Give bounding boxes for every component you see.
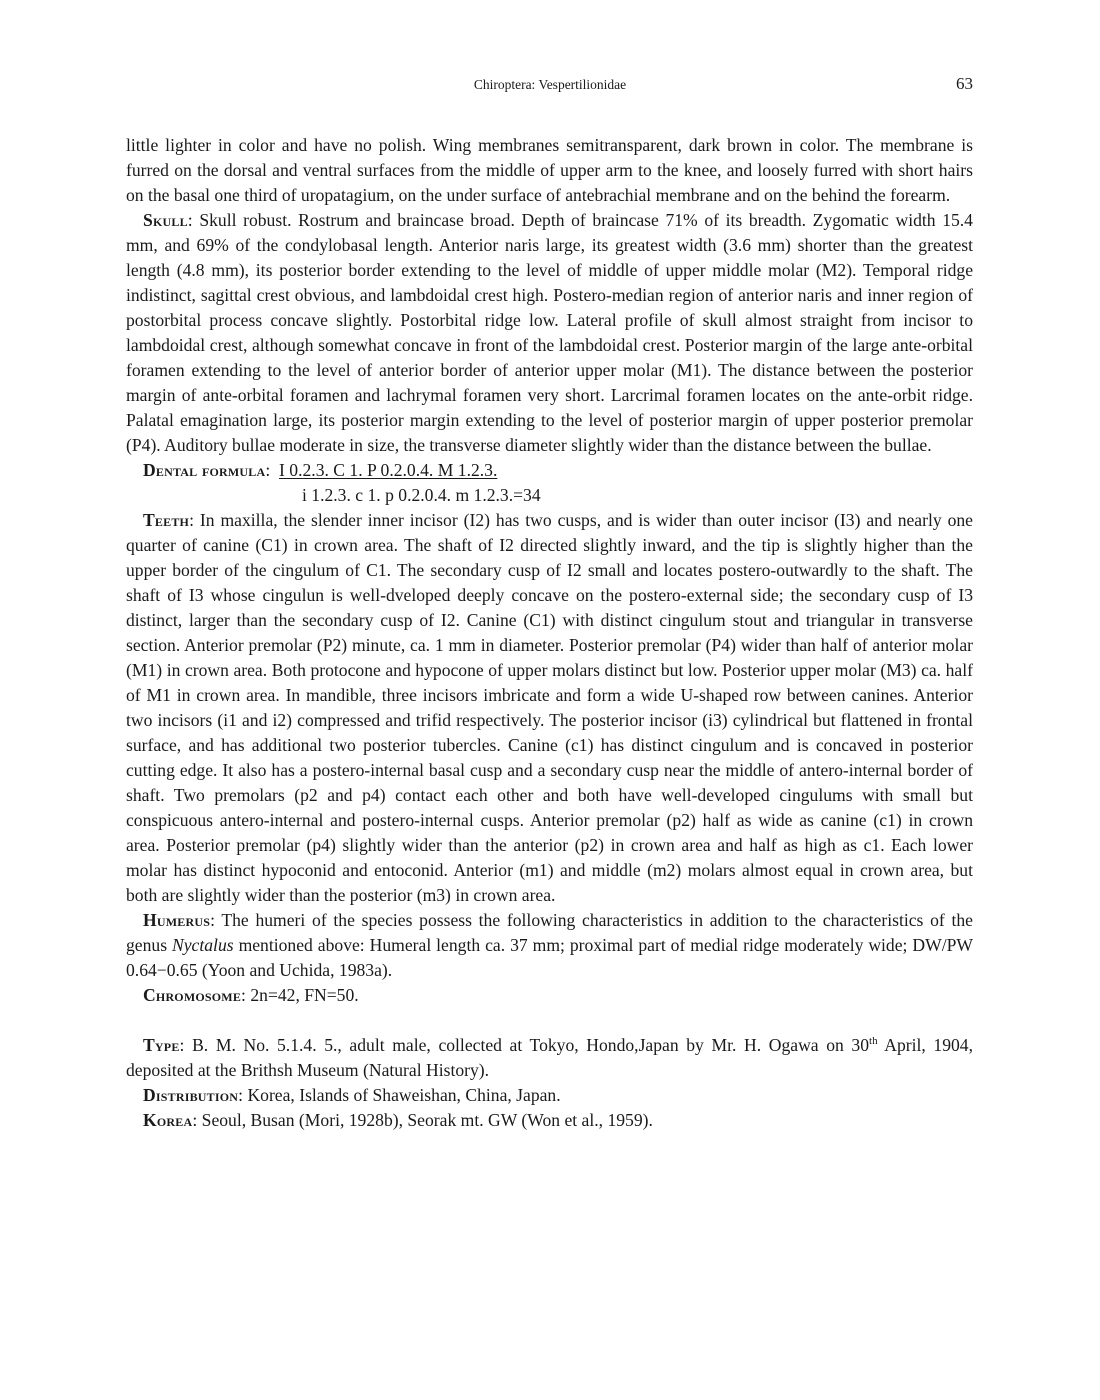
page-number: 63 (956, 74, 973, 93)
humerus-heading: Humerus (143, 910, 211, 930)
document-body (126, 133, 973, 1133)
dental-formula-heading: Dental formula (143, 460, 266, 480)
korea-heading: Korea (143, 1110, 193, 1130)
chromosome-text: 2n=42, FN=50. (250, 985, 359, 1005)
skull-heading: Skull (143, 210, 188, 230)
intro-paragraph: little lighter in color and have no polish. Wing membranes semitransparent, dark brown in color. The membrane is furred on the dorsal and ventral surfaces from the middle of upper arm to the knee, and loosely furred with short hairs on the basal one third of uropatagium, on the under surface of antebrachial membrane and on the behind the forearm. (126, 135, 973, 205)
type-text-before: B. M. No. 5.1.4. 5., adult male, collected at Tokyo, Hondo,Japan by Mr. H. Ogawa on 30 (192, 1035, 870, 1055)
korea-section: Korea: Seoul, Busan (Mori, 1928b), Seorak mt. GW (Won et al., 1959). (143, 1110, 653, 1130)
chromosome-section: Chromosome: 2n=42, FN=50. (143, 985, 359, 1005)
dental-formula-upper: I 0.2.3. C 1. P 0.2.0.4. M 1.2.3. (279, 460, 498, 480)
teeth-text: In maxilla, the slender inner incisor (I2) has two cusps, and is wider than outer incisor (I3) and nearly one quarter of canine (C1) in crown area. The shaft of I2 directed slightly inward, and the tip is slightly higher than the upper border of the cingulum of C1. The secondary cusp of I2 small and locates postero-outwardly to the shaft. The shaft of I3 whose cingulun is well-dveloped deeply concave on the postero-external side; the secondary cusp of I3 distinct, larger than the secondary cusp of I2. Canine (C1) with distinct cingulum stout and triangular in transverse section. Anterior premolar (P2) minute, ca. 1 mm in diameter. Posterior premolar (P4) wider than half of anterior molar (M1) in crown area. Both protocone and hypocone of upper molars distinct but low. Posterior upper molar (M3) ca. half of M1 in crown area. In mandible, three incisors imbricate and form a wide U-shaped row between canines. Anterior two incisors (i1 and i2) compressed and trifid respectively. The posterior incisor (i3) cylindrical but flattened in frontal surface, and has additional two posterior tubercles. Canine (c1) has distinct cingulum and is concaved in posterior cutting edge. It also has a postero-internal basal cusp and a secondary cusp near the middle of antero-internal border of shaft. Two premolars (p2 and p4) contact each other and both have well-developed cingulums with small but conspicuous antero-internal and postero-internal cusps. Anterior premolar (p2) half as wide as canine (c1) in crown area. Posterior premolar (p4) slightly wider than the anterior (p2) in crown area and half as high as c1. Each lower molar has distinct hypoconid and entoconid. Anterior (m1) and middle (m2) molars almost equal in crown area, but both are slightly wider than the posterior (m3) in crown area. (126, 510, 973, 905)
distribution-text: Korea, Islands of Shaweishan, China, Japan. (247, 1085, 561, 1105)
teeth-heading: Teeth (143, 510, 190, 530)
chromosome-heading: Chromosome (143, 985, 242, 1005)
dental-formula-section: Dental formula: I 0.2.3. C 1. P 0.2.0.4. M 1.2.3. (143, 460, 498, 480)
dental-formula-lower: i 1.2.3. c 1. p 0.2.0.4. m 1.2.3.=34 (302, 485, 541, 505)
genus-name: Nyctalus (172, 935, 234, 955)
korea-text: Seoul, Busan (Mori, 1928b), Seorak mt. GW (Won et al., 1959). (201, 1110, 653, 1130)
skull-section: Skull: Skull robust. Rostrum and braincase broad. Depth of braincase 71% of its breadth. Zygomatic width 15.4 mm, and 69% of the condylobasal length. Anterior naris large, its greatest width (3.6 mm) shorter than the greatest length (4.8 mm), its posterior border extending to the level of middle of upper middle molar (M2). Temporal ridge indistinct, sagittal crest obvious, and lambdoidal crest high. Postero-median region of anterior naris and inner region of postorbital process concave slightly. Postorbital ridge low. Lateral profile of skull almost straight from incisor to lambdoidal crest, although somewhat concave in front of the lambdoidal crest. Posterior margin of the large ante-orbital foramen extending to the level of anterior border of anterior upper molar (M1). The distance between the posterior margin of ante-orbital foramen and lachrymal foramen very short. Larcrimal foramen locates on the ante-orbit ridge. Palatal emagination large, its posterior margin extending to the level of posterior margin of upper posterior premolar (P4). Auditory bullae moderate in size, the transverse diameter slightly wider than the distance between the bullae. (126, 210, 973, 455)
humerus-text-after: mentioned above: Humeral length ca. 37 mm; proximal part of medial ridge moderately wide; DW/PW 0.64−0.65 (Yoon and Uchida, 1983a). (126, 935, 973, 980)
section-spacer (126, 1008, 973, 1033)
type-text-after: April, 1904, deposited at the Brithsh Museum (Natural History). (126, 1035, 973, 1080)
distribution-heading: Distribution (143, 1085, 239, 1105)
type-section: Type: B. M. No. 5.1.4. 5., adult male, collected at Tokyo, Hondo,Japan by Mr. H. Ogawa on 30th April, 1904, deposited at the Brithsh Museum (Natural History). (126, 1035, 973, 1080)
teeth-section: Teeth: In maxilla, the slender inner incisor (I2) has two cusps, and is wider than outer incisor (I3) and nearly one quarter of canine (C1) in crown area. The shaft of I2 directed slightly inward, and the tip is slightly higher than the upper border of the cingulum of C1. The secondary cusp of I2 small and locates postero-outwardly to the shaft. The shaft of I3 whose cingulun is well-dveloped deeply concave on the postero-external side; the secondary cusp of I3 distinct, larger than the secondary cusp of I2. Canine (C1) with distinct cingulum stout and triangular in transverse section. Anterior premolar (P2) minute, ca. 1 mm in diameter. Posterior premolar (P4) wider than half of anterior molar (M1) in crown area. Both protocone and hypocone of upper molars distinct but low. Posterior upper molar (M3) ca. half of M1 in crown area. In mandible, three incisors imbricate and form a wide U-shaped row between canines. Anterior two incisors (i1 and i2) compressed and trifid respectively. The posterior incisor (i3) cylindrical but flattened in frontal surface, and has additional two posterior tubercles. Canine (c1) has distinct cingulum and is concaved in posterior cutting edge. It also has a postero-internal basal cusp and a secondary cusp near the middle of antero-internal border of shaft. Two premolars (p2 and p4) contact each other and both have well-developed cingulums with small but conspicuous antero-internal and postero-internal cusps. Anterior premolar (p2) half as wide as canine (c1) in crown area. Posterior premolar (p4) slightly wider than the anterior (p2) in crown area and half as high as c1. Each lower molar has distinct hypoconid and entoconid. Anterior (m1) and middle (m2) molars almost equal in crown area, but both are slightly wider than the posterior (m3) in crown area. (126, 510, 973, 905)
humerus-text-before: The humeri of the species possess the following characteristics in addition to the characteristics of the genus (126, 910, 973, 955)
distribution-section: Distribution: Korea, Islands of Shaweishan, China, Japan. (143, 1085, 561, 1105)
running-header: Chiroptera: Vespertilionidae (473, 77, 627, 92)
type-heading: Type (143, 1035, 180, 1055)
date-superscript: th (869, 1035, 878, 1047)
skull-text: Skull robust. Rostrum and braincase broad. Depth of braincase 71% of its breadth. Zygomatic width 15.4 mm, and 69% of the condylobasal length. Anterior naris large, its greatest width (3.6 mm) shorter than the greatest length (4.8 mm), its posterior border extending to the level of middle of upper middle molar (M2). Temporal ridge indistinct, sagittal crest obvious, and lambdoidal crest high. Postero-median region of anterior naris and inner region of postorbital process concave slightly. Postorbital ridge low. Lateral profile of skull almost straight from incisor to lambdoidal crest, although somewhat concave in front of the lambdoidal crest. Posterior margin of the large ante-orbital foramen extending to the level of anterior border of anterior upper molar (M1). The distance between the posterior margin of ante-orbital foramen and lachrymal foramen very short. Larcrimal foramen locates on the ante-orbit ridge. Palatal emagination large, its posterior margin extending to the level of posterior margin of upper posterior premolar (P4). Auditory bullae moderate in size, the transverse diameter slightly wider than the distance between the bullae. (126, 210, 973, 455)
humerus-section: Humerus: The humeri of the species possess the following characteristics in addition to the characteristics of the genus Nyctalus mentioned above: Humeral length ca. 37 mm; proximal part of medial ridge moderately wide; DW/PW 0.64−0.65 (Yoon and Uchida, 1983a). (126, 910, 973, 980)
